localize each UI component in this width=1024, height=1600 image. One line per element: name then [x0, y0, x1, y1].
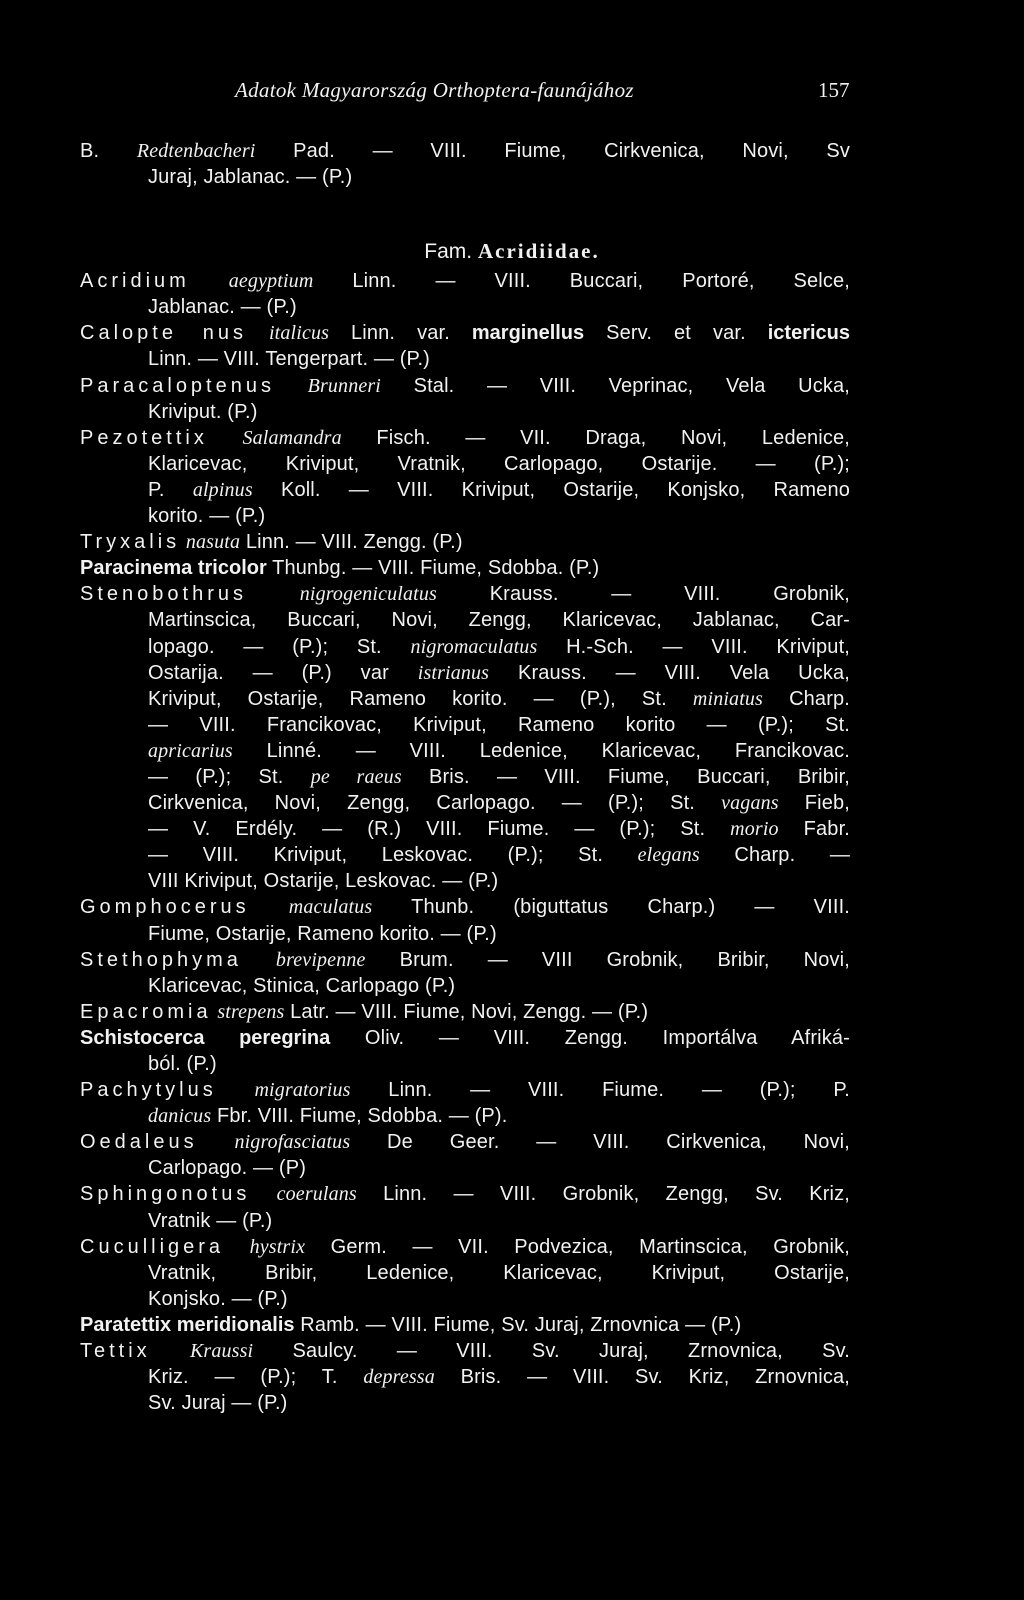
species-name: miniatus — [692, 687, 763, 710]
text-line — [80, 373, 850, 399]
text-run: korito. — (P.) — [148, 505, 266, 528]
species-name: nigrogeniculatus — [299, 583, 437, 606]
species-name: vagans — [721, 792, 779, 815]
genus-name: Sphingonotus — [80, 1183, 251, 1206]
text-run: Martinscica, Buccari, Novi, Zengg, Klaricevac, Jablanac, Car- — [148, 609, 850, 632]
text-line — [80, 868, 850, 894]
text-line — [80, 842, 850, 868]
text-run: Charp. — [763, 687, 850, 710]
text-line — [80, 894, 850, 920]
text-line — [80, 764, 850, 790]
text-line — [80, 607, 850, 633]
text-line — [80, 451, 850, 477]
text-line — [80, 1260, 850, 1286]
text-line — [80, 477, 850, 503]
text-run: Sv. Juraj — (P.) — [148, 1392, 288, 1415]
genus-name: Tryxalis — [80, 531, 181, 554]
text-run: Fiume, Ostarije, Rameno korito. — (P.) — [148, 922, 497, 945]
text-run: Linné. — VIII. Ledenice, Klaricevac, Francikovac. — [232, 739, 850, 762]
text-line — [80, 294, 850, 320]
species-name: nigrofasciatus — [234, 1131, 351, 1154]
text-line — [80, 320, 850, 346]
text-line — [80, 738, 850, 764]
text-run: Linn. var. — [329, 322, 472, 345]
text-run — [242, 949, 276, 971]
text-run: Stal. — VIII. Veprinac, Vela Ucka, — [381, 374, 850, 397]
text-line — [80, 1025, 850, 1051]
species-name: nigromaculatus — [410, 635, 538, 658]
text-run: Klaricevac, Stinica, Carlopago (P.) — [148, 974, 456, 997]
text-line — [80, 503, 850, 529]
text-run: Germ. — VII. Podvezica, Martinscica, Grobnik, — [305, 1235, 850, 1258]
text-run — [250, 896, 289, 918]
text-run — [247, 322, 269, 344]
species-name: hystrix — [249, 1235, 306, 1258]
text-run: H.-Sch. — VIII. Kriviput, — [537, 635, 850, 658]
text-line — [80, 1077, 850, 1103]
text-line — [80, 164, 850, 190]
species-list — [80, 138, 850, 1416]
text-line — [80, 973, 850, 999]
text-run — [198, 1131, 235, 1153]
species-name: migratorius — [254, 1079, 351, 1102]
text-run: Krauss. — VIII. Vela Ucka, — [489, 661, 850, 684]
species-name: pe raeus — [310, 765, 402, 788]
text-run: Kriviput, Ostarije, Rameno korito. — (P.), St. — [148, 687, 693, 710]
text-run: Serv. et var. — [584, 322, 768, 345]
heading-spacer — [80, 190, 850, 268]
text-line — [80, 921, 850, 947]
text-run: Linn. — VIII. Fiume. — (P.); P. — [350, 1079, 850, 1102]
text-run: Linn. — VIII. Buccari, Portoré, Selce, — [313, 270, 850, 293]
text-run: Bris. — VIII. Sv. Kriz, Zrnovnica, — [434, 1366, 851, 1389]
text-line — [80, 1234, 850, 1260]
text-run: Latr. — VIII. Fiume, Novi, Zengg. — (P.) — [284, 1000, 649, 1023]
species-name: morio — [730, 818, 779, 841]
bold-taxon: Paratettix meridionalis — [80, 1313, 295, 1336]
text-run: — VIII. Kriviput, Leskovac. (P.); St. — [148, 844, 638, 867]
text-run: Brum. — VIII Grobnik, Bribir, Novi, — [365, 948, 850, 971]
species-name: brevipenne — [275, 948, 366, 971]
text-run: Konjsko. — (P.) — [148, 1287, 288, 1310]
genus-name: Pachytylus — [80, 1079, 217, 1102]
genus-name: Paracaloptenus — [80, 374, 275, 397]
text-run — [275, 375, 308, 397]
text-run: Cirkvenica, Novi, Zengg, Carlopago. — (P.); St. — [148, 792, 722, 815]
genus-name: Epacromia — [80, 1000, 212, 1023]
text-run: Oliv. — VIII. Zengg. Importálva Afriká- — [330, 1026, 850, 1049]
text-line — [80, 1181, 850, 1207]
text-run: ból. (P.) — [148, 1053, 217, 1075]
text-run: Fabr. — [778, 818, 850, 841]
text-line — [80, 1129, 850, 1155]
genus-name: Calopte nus — [80, 322, 247, 345]
text-run — [217, 1079, 255, 1101]
text-run — [208, 427, 243, 449]
genus-name: Oedaleus — [80, 1131, 198, 1154]
family-name: Acridiidae. — [477, 239, 600, 263]
text-run: Carlopago. — (P) — [148, 1157, 307, 1180]
genus-name: Pezotettix — [80, 426, 208, 449]
text-run: Jablanac. — (P.) — [148, 296, 297, 319]
text-line — [80, 581, 850, 607]
text-run: Ramb. — VIII. Fiume, Sv. Juraj, Zrnovnica — (P.) — [294, 1313, 742, 1336]
species-name: strepens — [217, 1000, 285, 1023]
text-line — [80, 1286, 850, 1312]
text-run: Fieb, — [778, 792, 851, 815]
text-run: P. — [148, 478, 193, 501]
text-run: Klaricevac, Kriviput, Vratnik, Carlopago, Ostarije. — (P.); — [148, 452, 850, 475]
text-run: lopago. — (P.); St. — [148, 635, 411, 658]
text-run: Linn. — VIII. Tengerpart. — (P.) — [148, 348, 430, 371]
genus-name: Stenobothrus — [80, 583, 247, 606]
text-line — [80, 1155, 850, 1181]
text-line — [80, 1338, 850, 1364]
text-run: Fbr. VIII. Fiume, Sdobba. — (P). — [211, 1105, 508, 1128]
text-line — [80, 399, 850, 425]
text-line — [80, 686, 850, 712]
text-run: — VIII. Francikovac, Kriviput, Rameno korito — (P.); St. — [148, 713, 850, 736]
species-name: istrianus — [417, 661, 490, 684]
text-run: Ostarija. — (P.) var — [148, 661, 418, 684]
text-run: — V. Erdély. — (R.) VIII. Fiume. — (P.); St. — [148, 818, 731, 841]
species-name: danicus — [148, 1105, 212, 1128]
text-run: — (P.); St. — [148, 765, 311, 788]
text-run: Saulcy. — VIII. Sv. Juraj, Zrnovnica, Sv. — [253, 1340, 850, 1363]
text-line — [80, 1051, 850, 1077]
text-run — [247, 583, 300, 605]
text-line — [80, 1208, 850, 1234]
text-run: Vratnik — (P.) — [148, 1209, 273, 1232]
family-prefix: Fam. — [424, 240, 473, 263]
genus-name: Stethophyma — [80, 948, 242, 971]
text-line — [80, 138, 850, 164]
genus-name: Acridium — [80, 270, 190, 293]
text-run: Juraj, Jablanac. — (P.) — [148, 166, 353, 189]
text-run: Bris. — VIII. Fiume, Buccari, Bribir, — [401, 765, 850, 788]
species-name: Redtenbacheri — [136, 140, 256, 162]
text-run: Pad. — VIII. Fiume, Cirkvenica, Novi, Sv — [255, 140, 851, 162]
text-line — [80, 1312, 850, 1338]
species-name: Kraussi — [189, 1340, 254, 1363]
text-line — [80, 555, 850, 581]
text-run: Thunbg. — VIII. Fiume, Sdobba. (P.) — [266, 557, 600, 580]
text-run: Vratnik, Bribir, Ledenice, Klaricevac, Kriviput, Ostarije, — [148, 1261, 850, 1284]
text-run — [151, 1340, 190, 1362]
text-run: De Geer. — VIII. Cirkvenica, Novi, — [350, 1131, 850, 1154]
text-line — [80, 947, 850, 973]
text-run: Kriviput. (P.) — [148, 400, 258, 423]
text-run: Krauss. — VIII. Grobnik, — [436, 583, 850, 606]
text-run: Linn. — VIII. Zengg. (P.) — [240, 531, 463, 554]
text-run — [224, 1236, 250, 1258]
text-run: Kriz. — (P.); T. — [148, 1366, 364, 1389]
text-line — [80, 816, 850, 842]
species-name: coerulans — [276, 1183, 357, 1206]
text-line — [80, 999, 850, 1025]
page-number: 157 — [818, 78, 850, 102]
text-run: VIII Kriviput, Ostarije, Leskovac. — (P.) — [148, 870, 499, 893]
genus-name: Gomphocerus — [80, 896, 250, 919]
text-run: Charp. — — [699, 844, 850, 867]
species-name: nasuta — [185, 531, 241, 554]
species-name: apricarius — [148, 739, 233, 762]
species-name: alpinus — [192, 478, 253, 501]
species-name: depressa — [363, 1366, 435, 1389]
species-name: Brunneri — [307, 374, 382, 397]
bold-taxon: Schistocerca peregrina — [80, 1026, 331, 1049]
text-line — [80, 712, 850, 738]
page-header — [0, 78, 1024, 108]
text-line — [80, 529, 850, 555]
running-title: Adatok Magyarország Orthoptera-faunájához — [235, 78, 634, 102]
text-line — [80, 1364, 850, 1390]
species-name: aegyptium — [228, 270, 314, 293]
text-run: Thunb. (biguttatus Charp.) — VIII. — [372, 896, 850, 919]
text-line — [80, 660, 850, 686]
text-run: B. — [80, 140, 137, 162]
text-line — [80, 268, 850, 294]
text-run: Linn. — VIII. Grobnik, Zengg, Sv. Kriz, — [356, 1183, 850, 1206]
text-line — [80, 425, 850, 451]
text-run: Koll. — VIII. Kriviput, Ostarije, Konjsko, Rameno — [252, 478, 850, 501]
species-name: maculatus — [288, 896, 373, 919]
text-line — [80, 634, 850, 660]
species-name: Salamandra — [242, 426, 342, 449]
genus-name: Tettix — [80, 1340, 151, 1363]
bold-taxon: ictericus — [767, 322, 851, 345]
text-line — [80, 1390, 850, 1416]
text-run: Fisch. — VII. Draga, Novi, Ledenice, — [341, 426, 850, 449]
text-line — [80, 790, 850, 816]
text-run — [190, 270, 229, 292]
text-line — [80, 1103, 850, 1129]
text-line — [80, 346, 850, 372]
bold-taxon: marginellus — [471, 322, 585, 345]
genus-name: Cuculligera — [80, 1235, 225, 1258]
text-run — [250, 1183, 276, 1205]
bold-taxon: Paracinema tricolor — [80, 557, 267, 580]
species-name: italicus — [268, 322, 330, 345]
species-name: elegans — [637, 844, 700, 867]
